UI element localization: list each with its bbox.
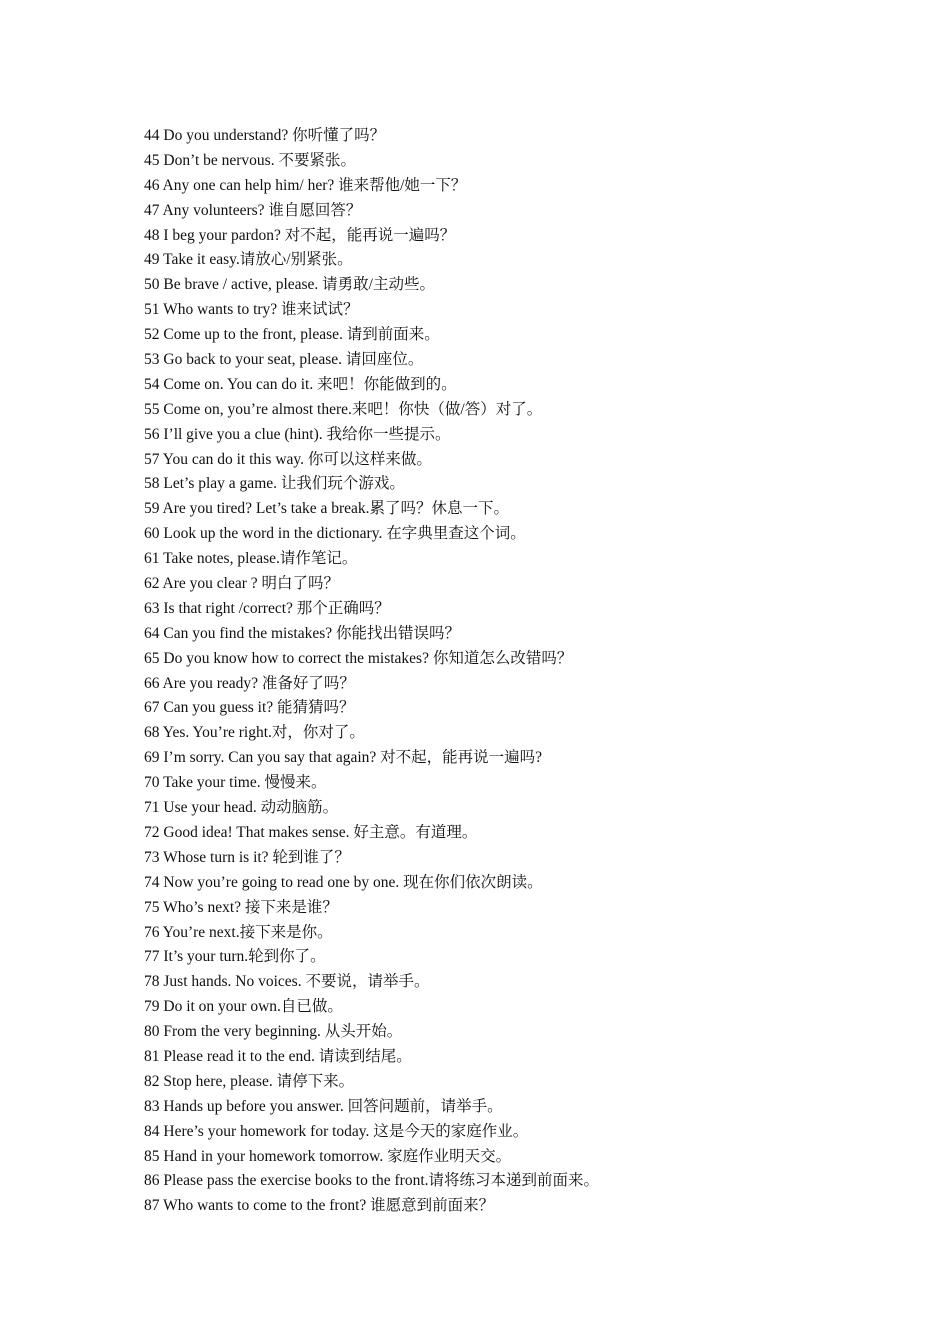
phrase-line: 57 You can do it this way. 你可以这样来做。 xyxy=(144,450,432,468)
phrase-line: 65 Do you know how to correct the mistakes? 你知道怎么改错吗？ xyxy=(144,649,573,667)
phrase-line: 75 Who’s next? 接下来是谁？ xyxy=(144,898,338,916)
phrase-line: 55 Come on, you’re almost there.来吧！你快（做/答）对了。 xyxy=(144,400,543,418)
phrase-line: 49 Take it easy.请放心/别紧张。 xyxy=(144,251,353,269)
phrase-line: 45 Don’t be nervous. 不要紧张。 xyxy=(144,151,356,169)
phrase-line: 87 Who wants to come to the front? 谁愿意到前面来？ xyxy=(144,1197,495,1215)
phrase-line: 44 Do you understand? 你听懂了吗？ xyxy=(144,127,386,144)
phrase-line: 48 I beg your pardon? 对不起，能再说一遍吗？ xyxy=(144,226,456,244)
phrase-line: 58 Let’s play a game. 让我们玩个游戏。 xyxy=(144,475,405,493)
phrase-line: 84 Here’s your homework for today. 这是今天的家庭作业。 xyxy=(144,1122,529,1140)
phrase-line: 63 Is that right /correct? 那个正确吗？ xyxy=(144,599,390,617)
phrase-line: 67 Can you guess it? 能猜猜吗？ xyxy=(144,699,355,717)
phrase-line: 81 Please read it to the end. 请读到结尾。 xyxy=(144,1047,412,1065)
phrase-line: 74 Now you’re going to read one by one. 现在你们依次朗读。 xyxy=(144,873,543,891)
phrase-line: 83 Hands up before you answer. 回答问题前，请举手。 xyxy=(144,1097,503,1115)
phrase-line: 86 Please pass the exercise books to the front.请将练习本递到前面来。 xyxy=(144,1172,600,1190)
phrase-line: 68 Yes. You’re right.对，你对了。 xyxy=(144,724,365,742)
phrase-line: 77 It’s your turn.轮到你了。 xyxy=(144,948,326,966)
phrase-line: 71 Use your head. 动动脑筋。 xyxy=(144,799,339,817)
phrase-line: 80 From the very beginning. 从头开始。 xyxy=(144,1023,403,1041)
phrase-line: 76 You’re next.接下来是你。 xyxy=(144,923,333,941)
phrase-line: 73 Whose turn is it? 轮到谁了？ xyxy=(144,848,350,866)
phrase-line: 82 Stop here, please. 请停下来。 xyxy=(144,1072,355,1090)
phrase-line: 54 Come on. You can do it. 来吧！你能做到的。 xyxy=(144,375,457,393)
phrase-line: 78 Just hands. No voices. 不要说，请举手。 xyxy=(144,973,430,991)
phrase-line: 53 Go back to your seat, please. 请回座位。 xyxy=(144,351,424,369)
phrase-line: 85 Hand in your homework tomorrow. 家庭作业明天交。 xyxy=(144,1147,512,1165)
phrase-list xyxy=(144,124,904,1219)
phrase-line: 69 I’m sorry. Can you say that again? 对不起，能再说一遍吗? xyxy=(144,749,543,767)
phrase-line: 70 Take your time. 慢慢来。 xyxy=(144,774,327,792)
phrase-line: 62 Are you clear ? 明白了吗？ xyxy=(144,575,339,593)
phrase-line: 51 Who wants to try? 谁来试试？ xyxy=(144,301,359,319)
phrase-line: 66 Are you ready? 准备好了吗？ xyxy=(144,674,355,692)
phrase-line: 52 Come up to the front, please. 请到前面来。 xyxy=(144,326,440,344)
phrase-line: 56 I’ll give you a clue (hint). 我给你一些提示。 xyxy=(144,425,451,443)
phrase-line: 79 Do it on your own.自已做。 xyxy=(144,998,343,1016)
phrase-line: 64 Can you find the mistakes? 你能找出错误吗？ xyxy=(144,624,460,642)
phrase-line: 59 Are you tired? Let’s take a break.累了吗？休息一下。 xyxy=(144,500,510,518)
phrase-line: 72 Good idea! That makes sense. 好主意。有道理。 xyxy=(144,823,478,841)
phrase-line: 46 Any one can help him/ her? 谁来帮他/她一下？ xyxy=(144,176,467,194)
phrase-line: 50 Be brave / active, please. 请勇敢/主动些。 xyxy=(144,276,435,294)
phrase-line: 47 Any volunteers? 谁自愿回答？ xyxy=(144,201,362,219)
phrase-line: 61 Take notes, please.请作笔记。 xyxy=(144,550,358,568)
phrase-line: 60 Look up the word in the dictionary. 在字典里查这个词。 xyxy=(144,525,526,543)
